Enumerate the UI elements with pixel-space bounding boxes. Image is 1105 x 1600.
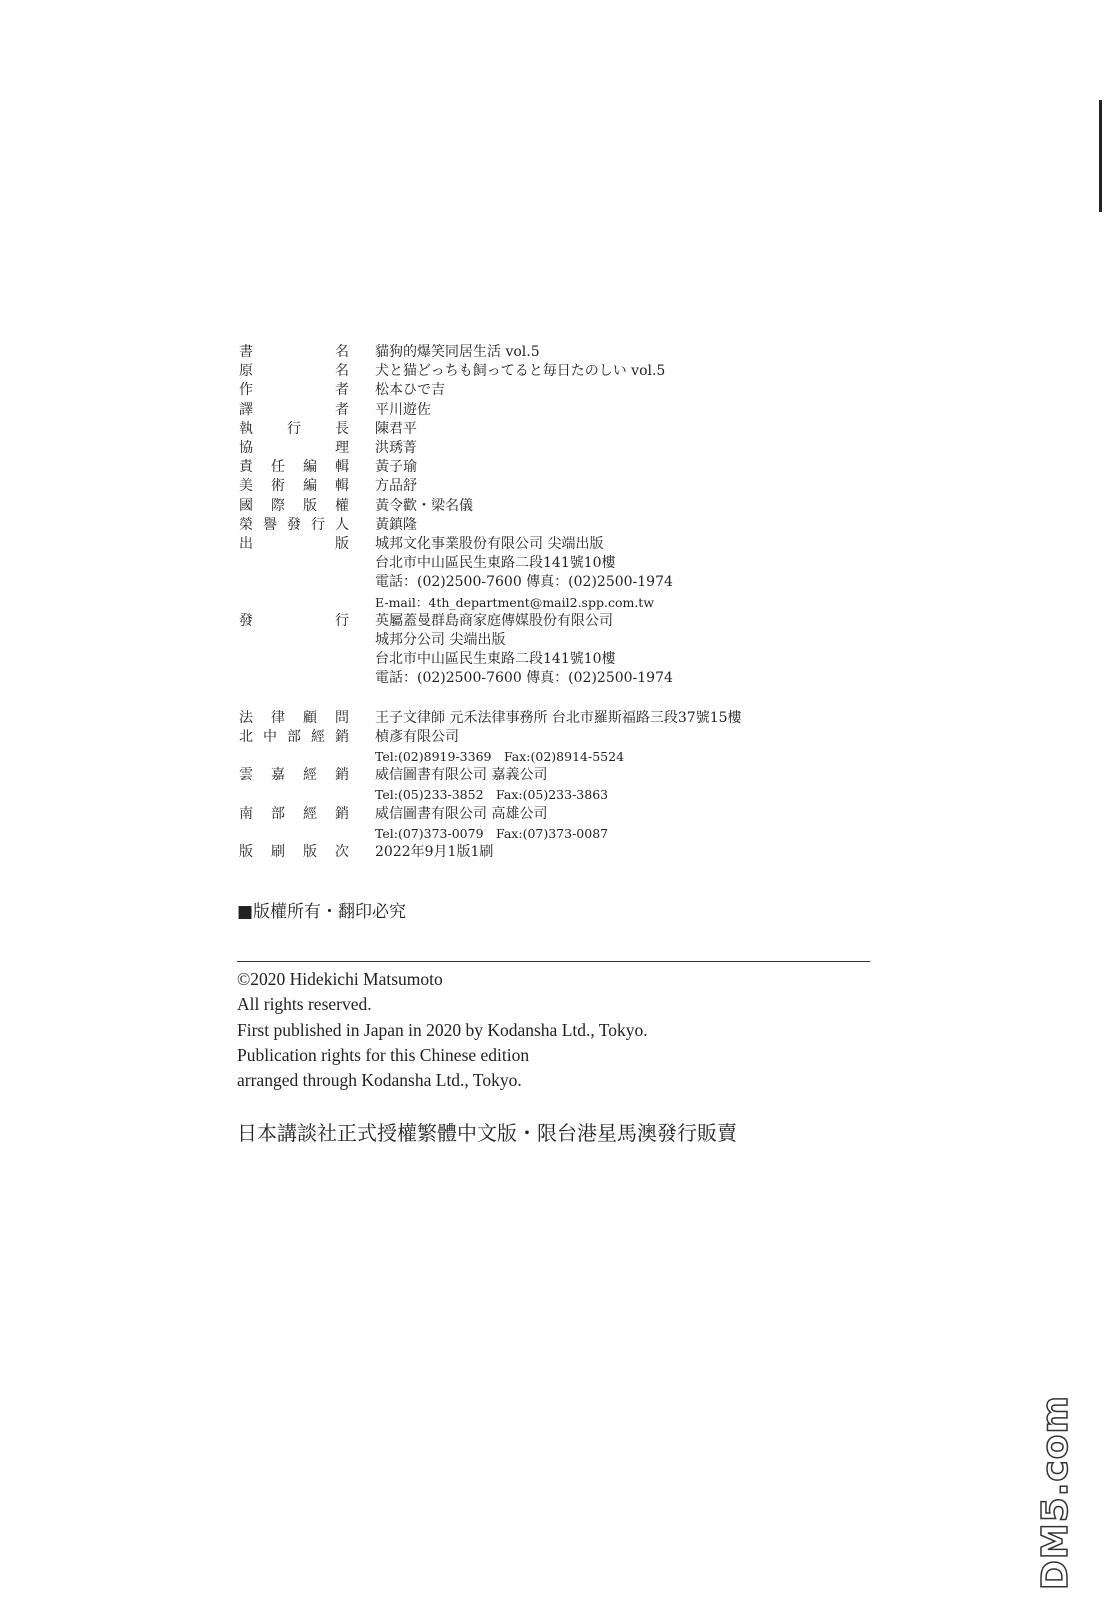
colophon-label [239, 420, 349, 439]
colophon-value: 台北市中山區民生東路二段141號10樓 [375, 651, 616, 668]
colophon-label [239, 516, 349, 535]
colophon-values [375, 766, 608, 804]
divider-rule [237, 961, 870, 962]
colophon-label-char: 刷 [271, 844, 285, 861]
colophon-row [239, 497, 879, 516]
english-copyright-block [237, 967, 648, 1093]
colophon-label-char: 協 [239, 440, 253, 457]
colophon-label-char: 問 [335, 709, 349, 726]
colophon-value: 威信圖書有限公司 嘉義公司 [375, 767, 548, 784]
colophon-label-char: 版 [239, 844, 253, 861]
colophon-label-char: 版 [335, 536, 349, 553]
colophon-label [239, 766, 349, 785]
colophon-label-char: 銷 [335, 728, 349, 745]
colophon-label-char: 銷 [335, 805, 349, 822]
colophon-value: 電話：(02)2500-7600 傳真：(02)2500-1974 [375, 574, 673, 591]
colophon-label-char: 執 [239, 420, 253, 437]
colophon-label-char: 發 [239, 612, 253, 629]
colophon-label-char: 輯 [335, 459, 349, 476]
colophon-label-char: 南 [239, 805, 253, 822]
colophon-value: Tel:(07)373-0079 Fax:(07)373-0087 [375, 825, 609, 841]
colophon-label-char: 部 [271, 805, 285, 822]
colophon-values [375, 420, 417, 439]
colophon-label [239, 843, 349, 862]
colophon-value: 王子文律師 元禾法律事務所 台北市羅斯福路三段37號15樓 [375, 709, 742, 726]
colophon-label [239, 497, 349, 516]
colophon-values [375, 805, 608, 843]
colophon-label-char: 次 [335, 844, 349, 861]
colophon-value: 洪琇菁 [375, 440, 417, 457]
colophon-row [239, 458, 879, 477]
colophon-row [239, 535, 879, 612]
colophon-values [375, 709, 742, 728]
colophon-label-char: 榮 [239, 516, 253, 533]
colophon-label [239, 381, 349, 400]
colophon-label-char: 出 [239, 536, 253, 553]
colophon-values [375, 535, 673, 612]
colophon-label-char: 發 [287, 516, 301, 533]
colophon-label-char: 責 [239, 459, 253, 476]
colophon-label-char: 顧 [303, 709, 317, 726]
colophon-label [239, 362, 349, 381]
colophon-label-char: 行 [311, 516, 325, 533]
colophon-value: Tel:(05)233-3852 Fax:(05)233-3863 [375, 787, 609, 803]
colophon-values [375, 458, 417, 477]
colophon-values [375, 439, 417, 458]
watermark-text: DM5.com [1034, 1394, 1076, 1590]
colophon-label [239, 805, 349, 824]
colophon-label-char: 雲 [239, 767, 253, 784]
colophon-label-char: 書 [239, 344, 253, 360]
colophon-value: Tel:(02)8919-3369 Fax:(02)8914-5524 [375, 749, 625, 765]
colophon-label-char: 美 [239, 478, 253, 495]
colophon-label [239, 343, 349, 362]
copyright-line: ©2020 Hidekichi Matsumoto [237, 969, 443, 989]
colophon-label-char: 行 [287, 420, 301, 437]
colophon-label [239, 439, 349, 458]
dm5-watermark-logo [1030, 1394, 1080, 1590]
colophon-values [375, 401, 431, 420]
colophon-label [239, 612, 349, 631]
rights-reserved-line: All rights reserved. [237, 994, 372, 1015]
colophon-label-char: 譯 [239, 401, 253, 418]
colophon-row [239, 709, 879, 728]
colophon-row [239, 843, 879, 862]
colophon-label-char: 經 [311, 728, 325, 745]
colophon-value: E-mail：4th_department@mail2.spp.com.tw [375, 594, 655, 610]
colophon-label-char: 中 [263, 728, 277, 745]
colophon-label-char: 版 [303, 497, 317, 514]
colophon-label [239, 709, 349, 728]
colophon-values [375, 381, 445, 400]
colophon-label-char: 術 [271, 478, 285, 495]
colophon-row [239, 766, 879, 804]
colophon-value: 黃令歡・梁名儀 [375, 497, 473, 514]
colophon-label-char: 經 [303, 767, 317, 784]
colophon-label-char: 行 [335, 612, 349, 629]
colophon-label-char: 任 [271, 459, 285, 476]
colophon-value: 英屬蓋曼群島商家庭傳媒股份有限公司 [375, 612, 613, 629]
colophon-row [239, 477, 879, 496]
colophon-label-char: 編 [303, 459, 317, 476]
colophon-label-char: 經 [303, 805, 317, 822]
colophon-label-char: 者 [335, 382, 349, 399]
colophon-values [375, 477, 417, 496]
colophon-label-char: 作 [239, 382, 253, 399]
rights-notice: ■版權所有・翻印必究 [237, 902, 407, 922]
colophon-row [239, 381, 879, 400]
colophon-value: 威信圖書有限公司 高雄公司 [375, 805, 548, 822]
colophon-row [239, 516, 879, 535]
colophon-value: 2022年9月1版1刷 [375, 844, 494, 861]
colophon-label-char: 北 [239, 728, 253, 745]
colophon-value: 楨彥有限公司 [375, 728, 459, 745]
colophon-row [239, 612, 879, 689]
colophon-value: 方品舒 [375, 478, 417, 495]
colophon-row [239, 343, 879, 362]
colophon-value: 貓狗的爆笑同居生活 vol.5 [375, 344, 540, 360]
colophon-values [375, 728, 624, 766]
colophon-table [239, 343, 879, 862]
colophon-label-char: 名 [335, 363, 349, 380]
colophon-label-char: 輯 [335, 478, 349, 495]
colophon-row [239, 401, 879, 420]
colophon-label-char: 國 [239, 497, 253, 514]
colophon-values [375, 843, 493, 862]
colophon-value: 城邦文化事業股份有限公司 尖端出版 [375, 536, 604, 553]
page-edge-mark [1099, 100, 1102, 212]
colophon-value: 台北市中山區民生東路二段141號10樓 [375, 555, 616, 572]
colophon-value: 犬と猫どっちも飼ってると毎日たのしい vol.5 [375, 363, 666, 380]
colophon-label-char: 長 [335, 420, 349, 437]
authorization-statement: 日本講談社正式授權繁體中文版・限台港星馬澳發行販賣 [237, 1121, 737, 1145]
colophon-label-char: 際 [271, 497, 285, 514]
colophon-row [239, 362, 879, 381]
colophon-row [239, 420, 879, 439]
colophon-label-char: 名 [335, 344, 349, 360]
arranged-line: arranged through Kodansha Ltd., Tokyo. [237, 1070, 522, 1091]
colophon-label-char: 人 [335, 516, 349, 533]
colophon-label [239, 458, 349, 477]
colophon-label-char: 理 [335, 440, 349, 457]
colophon-values [375, 497, 473, 516]
colophon-label-char: 原 [239, 363, 253, 380]
colophon-label-char: 部 [287, 728, 301, 745]
colophon-values [375, 516, 417, 535]
colophon-value: 松本ひで吉 [375, 382, 445, 399]
colophon-values [375, 612, 673, 689]
colophon-row [239, 439, 879, 458]
colophon-row [239, 805, 879, 843]
colophon-label [239, 535, 349, 554]
publication-rights-line: Publication rights for this Chinese edition [237, 1044, 530, 1065]
colophon-label-char: 權 [335, 497, 349, 514]
colophon-label-char: 律 [271, 709, 285, 726]
colophon-label-char: 法 [239, 709, 253, 726]
colophon-value: 黃子瑜 [375, 459, 417, 476]
colophon-row [239, 728, 879, 766]
colophon-label [239, 477, 349, 496]
colophon-label-char: 銷 [335, 767, 349, 784]
first-published-line: First published in Japan in 2020 by Kodansha Ltd., Tokyo. [237, 1019, 648, 1040]
colophon-label-char: 編 [303, 478, 317, 495]
colophon-label-char: 譽 [263, 516, 277, 533]
colophon-label-char: 者 [335, 401, 349, 418]
colophon-label-char: 版 [303, 844, 317, 861]
colophon-value: 黃鎮隆 [375, 516, 417, 533]
colophon-label-char: 嘉 [271, 767, 285, 784]
colophon-value: 陳君平 [375, 420, 417, 437]
colophon-value: 電話：(02)2500-7600 傳真：(02)2500-1974 [375, 670, 673, 687]
colophon-values [375, 362, 665, 381]
colophon-label [239, 728, 349, 747]
colophon-value: 平川遊佐 [375, 401, 431, 418]
colophon-value: 城邦分公司 尖端出版 [375, 632, 506, 649]
colophon-values [375, 343, 540, 362]
colophon-label [239, 401, 349, 420]
